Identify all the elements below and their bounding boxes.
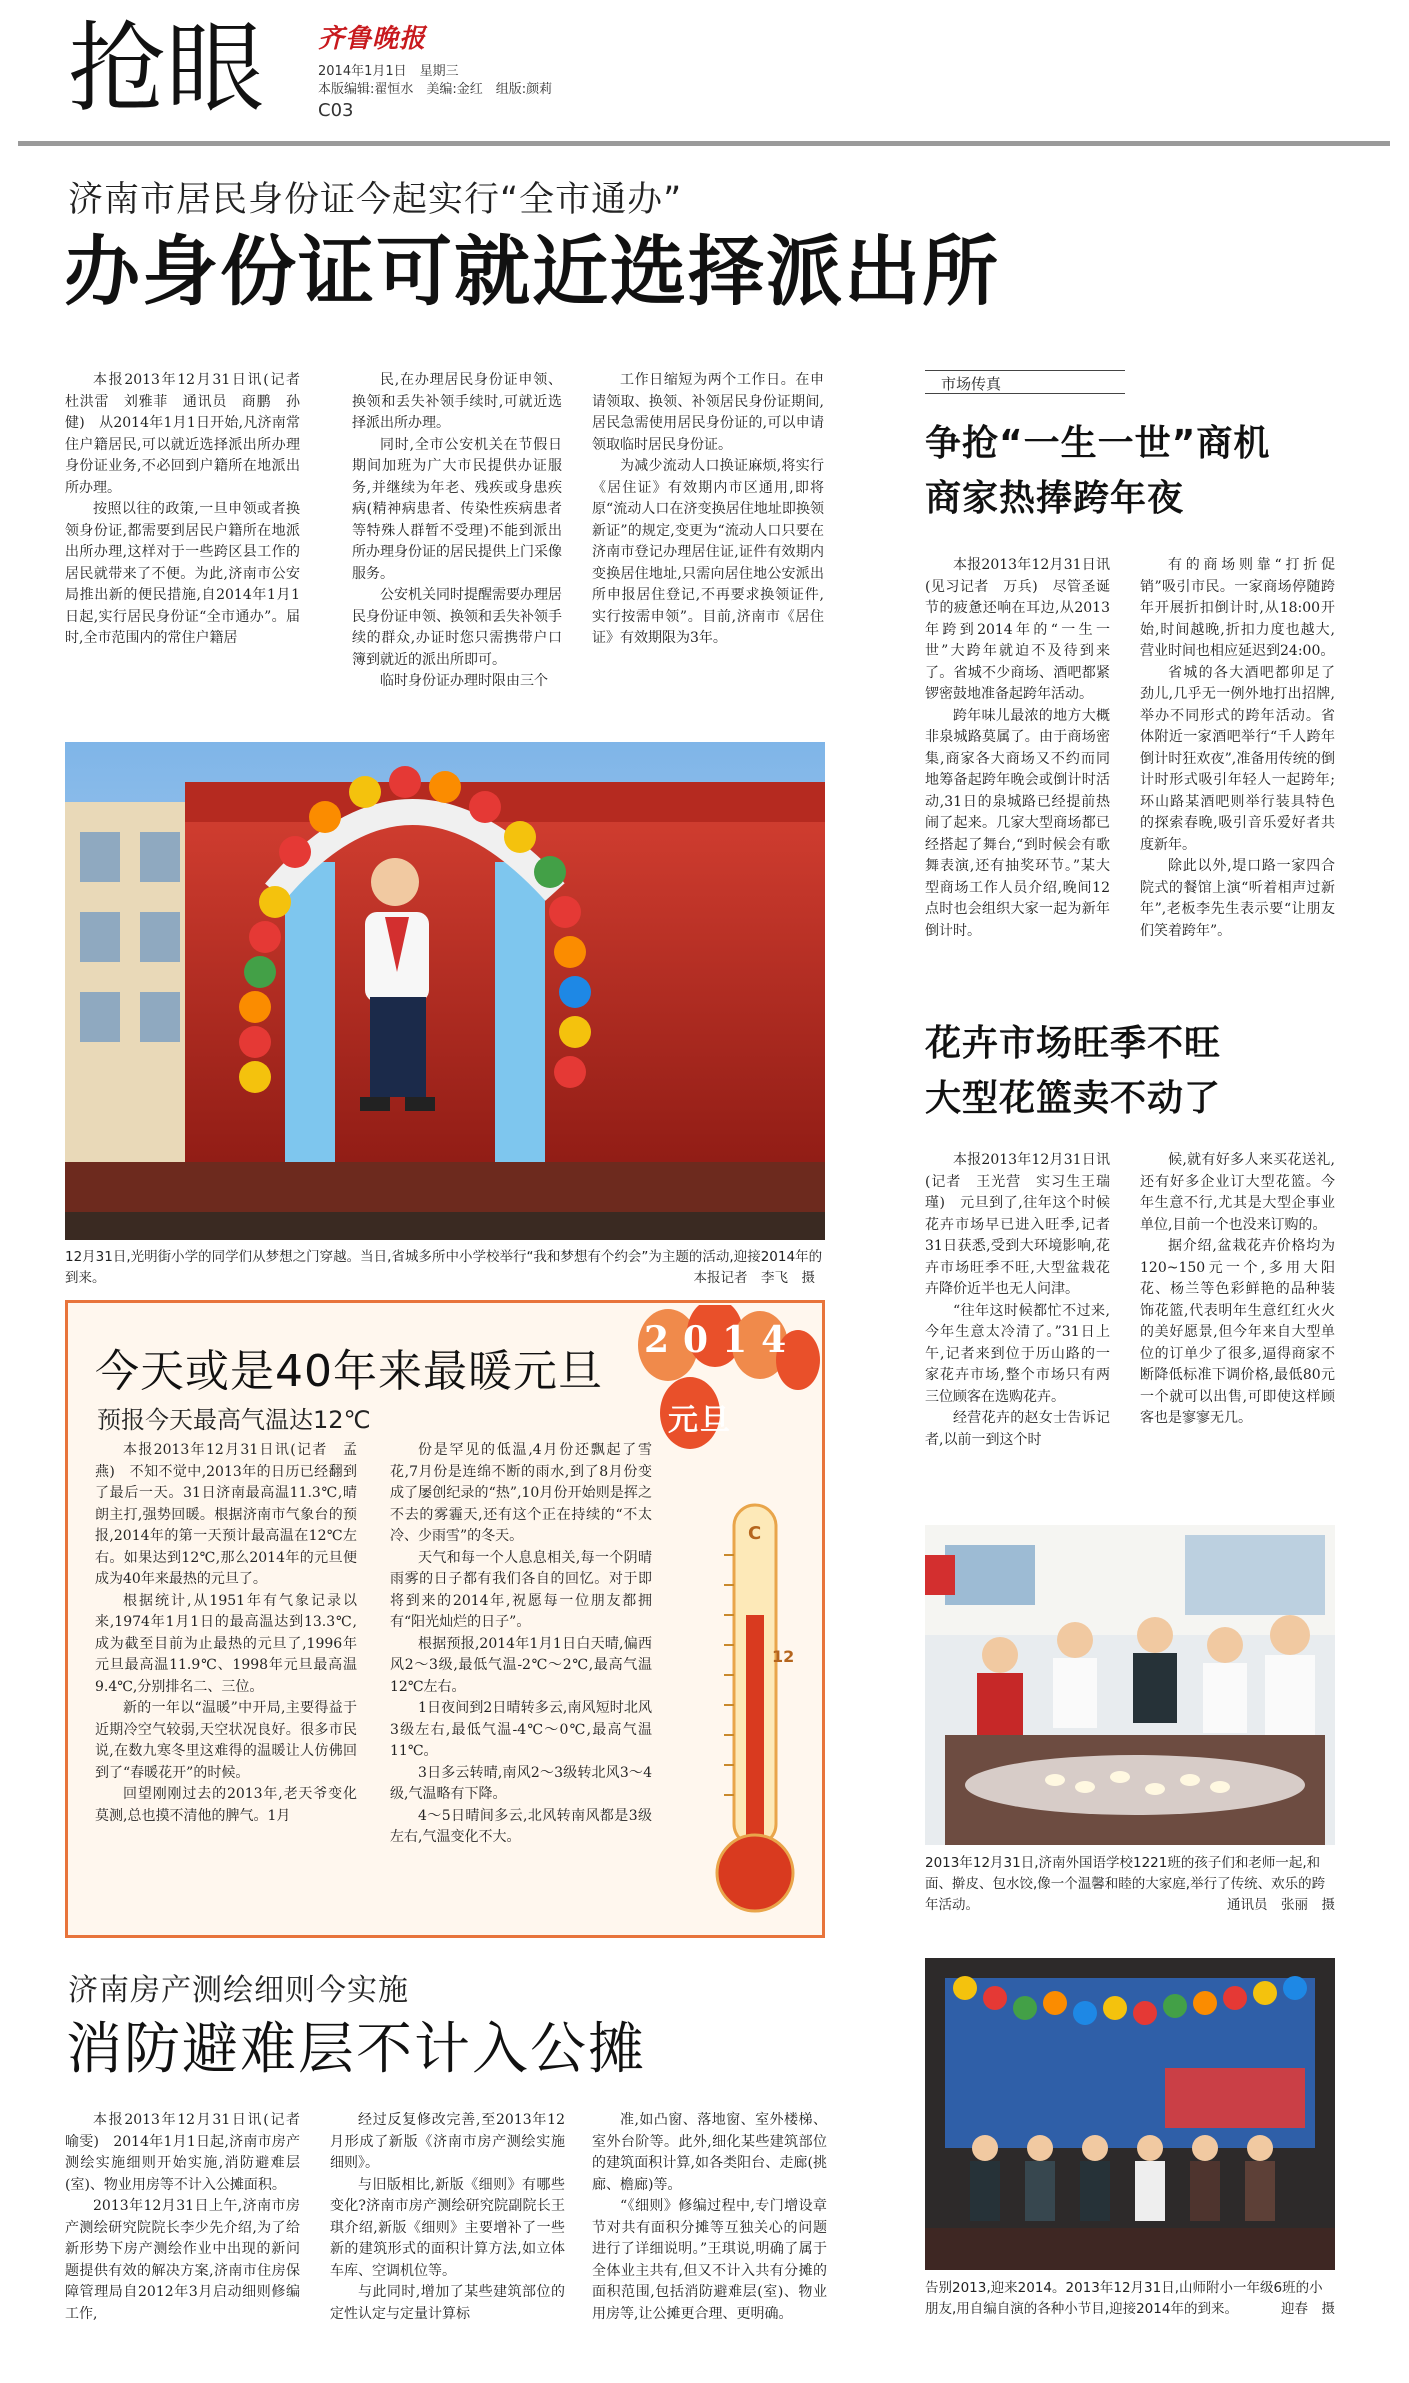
thermometer bbox=[700, 1495, 810, 1925]
paragraph: 根据预报,2014年1月1日白天晴,偏西风2～3级,最低气温-2℃～2℃,最高气温12℃左右。 bbox=[390, 1635, 652, 1695]
paragraph: 新的一年以“温暖”中开局,主要得益于近期冷空气较弱,天空状况良好。很多市民说,在数九寒冬里这难得的温暖让人仿佛回到了“春暖花开”的时候。 bbox=[95, 1700, 357, 1781]
paragraph: 本报2013年12月31日讯(记者 喻雯) 2014年1月1日起,济南市房产测绘实施细则开始实施,消防避难层(室)、物业用房等不计入公摊面积。 bbox=[65, 2112, 314, 2193]
flower-col1 bbox=[925, 1150, 1110, 1451]
paragraph: 与旧版相比,新版《细则》有哪些变化?济南市房产测绘研究院副院长王琪介绍,新版《细则》主要增补了一些新的建筑形式的面积计算方法,如立体车库、空调机位等。 bbox=[330, 2176, 565, 2279]
paragraph: 准,如凸窗、落地窗、室外楼梯、室外台阶等。此外,细化某些建筑部位的建筑面积计算,如各类阳台、走廊(挑廊、檐廊)等。 bbox=[592, 2112, 827, 2193]
market-headline-line2: 商家热捧跨年夜 bbox=[925, 478, 1185, 519]
market-column-tag bbox=[925, 370, 1125, 394]
paragraph: 本报2013年12月31日讯(记者 杜洪雷 刘雅菲 通讯员 商鹏 孙健) 从2014年1月1日开始,凡济南常住户籍居民,可以就近选择派出所办理身份证业务,不必回到户籍所在地派出所办理。 bbox=[65, 372, 314, 496]
caption-text: 12月31日,光明街小学的同学们从梦想之门穿越。当日,省城多所中小学校举行“我和梦想有个约会”为主题的活动,迎接2014年的到来。 bbox=[65, 1249, 823, 1286]
market-col2 bbox=[1140, 555, 1335, 942]
paragraph: 有的商场则靠“打折促销”吸引市民。一家商场停随跨年开展折扣倒计时,从18:00开始,时间越晚,折扣力度也越大,营业时间也相应延迟到24:00。 bbox=[1140, 557, 1335, 659]
weather-col2 bbox=[390, 1440, 652, 1849]
weather-subhead: 预报今天最高气温达12℃ bbox=[97, 1406, 371, 1434]
paragraph: 1日夜间到2日晴转多云,南风短时北风3级左右,最低气温-4℃～0℃,最高气温11℃。 bbox=[390, 1700, 652, 1759]
story1-col2 bbox=[352, 370, 562, 693]
page-number: C03 bbox=[318, 100, 354, 121]
paragraph: 4～5日晴间多云,北风转南风都是3级左右,气温变化不大。 bbox=[390, 1807, 652, 1845]
flower-col2 bbox=[1140, 1150, 1335, 1430]
photo-credit: 本报记者 李飞 摄 bbox=[693, 1270, 815, 1286]
caption-text: 2013年12月31日,济南外国语学校1221班的孩子们和老师一起,和面、擀皮、包水饺,像一个温馨和睦的大家庭,举行了传统、欢乐的跨年活动。 bbox=[925, 1855, 1326, 1913]
paragraph: 跨年味儿最浓的地方大概非泉城路莫属了。由于商场密集,商家各大商场又不约而同地筹备起跨年晚会或倒计时活动,31日的泉城路已经提前热闹了起来。几家大型商场都已经搭起了舞台,“到时候会有歌舞表演,还有抽奖环节。”某大型商场工作人员介绍,晚间12点时也会组织大家一起为新年倒计时。 bbox=[925, 707, 1110, 939]
paragraph: 为减少流动人口换证麻烦,将实行《居住证》有效期内市区通用,即将原“流动人口在济变换居住地址即换领新证”的规定,变更为“流动人口只要在济南市登记办理居住证,证件有效期内变换居住地址,只需向居住地公安派出所申报居住登记,不再要求换领证件,实行按需申领”。目前,济南市《居住证》有效期限为3年。 bbox=[592, 458, 824, 646]
flower-headline-line2: 大型花篮卖不动了 bbox=[925, 1078, 1222, 1119]
photo-credit: 迎春 摄 bbox=[1281, 2301, 1335, 2317]
masthead-rule bbox=[18, 141, 1390, 146]
flower-headline-line1: 花卉市场旺季不旺 bbox=[925, 1023, 1222, 1064]
paragraph: 回望刚刚过去的2013年,老天爷变化莫测,总也摸不清他的脾气。1月 bbox=[95, 1786, 357, 1824]
masthead bbox=[0, 0, 1409, 150]
paragraph: 省城的各大酒吧都卯足了劲儿,几乎无一例外地打出招牌,举办不同形式的跨年活动。省体附近一家酒吧举行“千人跨年倒计时狂欢夜”,准备用传统的倒计时形式吸引年轻人一起跨年;环山路某酒吧则举行装具特色的探索春晚,吸引音乐爱好者共度新年。 bbox=[1140, 664, 1335, 853]
badge-year: 2014 bbox=[644, 1319, 801, 1361]
column-tag-label: 市场传真 bbox=[941, 375, 1002, 393]
thermo-unit: C bbox=[748, 1523, 762, 1544]
year-2014-badge bbox=[630, 1305, 820, 1455]
paragraph: 按照以往的政策,一旦申领或者换领身份证,都需要到居民户籍所在地派出所办理,这样对于一些跨区县工作的居民就带来了不便。为此,济南市公安局推出新的便民措施,自2014年1月1日起,实行居民身份证“全市通办”。届时,全市范围内的常住户籍居 bbox=[65, 501, 300, 646]
paragraph: 临时身份证办理时限由三个 bbox=[380, 673, 548, 689]
photo2-caption bbox=[925, 1853, 1335, 1916]
paragraph: 本报2013年12月31日讯(记者 王光营 实习生王瑞瑾) 元旦到了,往年这个时候花卉市场早已进入旺季,记者31日获悉,受到大环境影响,花卉市场旺季不旺,大型盆栽花卉降价近半也无人问津。 bbox=[925, 1152, 1110, 1297]
photo-credit: 通讯员 张丽 摄 bbox=[1227, 1897, 1335, 1913]
paragraph: 公安机关同时提醒需要办理居民身份证申领、换领和丢失补领手续的群众,办证时您只需携带户口簿到就近的派出所即可。 bbox=[352, 587, 562, 668]
story3-kicker: 济南房产测绘细则今实施 bbox=[68, 1973, 409, 2008]
story1-col1 bbox=[65, 370, 314, 650]
paragraph: “往年这时候都忙不过来,今年生意太冷清了。”31日上午,记者来到位于历山路的一家花卉市场,整个市场只有两三位顾客在选购花卉。 bbox=[925, 1302, 1110, 1405]
thermo-value: 12 bbox=[772, 1647, 795, 1666]
caption-text: 告别2013,迎来2014。2013年12月31日,山师附小一年级6班的小朋友,用自编自演的各种小节目,迎接2014年的到来。 bbox=[925, 2280, 1323, 2317]
story1-kicker: 济南市居民身份证今起实行“全市通办” bbox=[68, 180, 683, 220]
paragraph: “《细则》修编过程中,专门增设章节对共有面积分摊等互独关心的问题进行了详细说明。”王琪说,明确了属于全体业主共有,但又不计入共有分摊的面积范围,包括消防避难层(室)、物业用房等,让公摊更合理、更明确。 bbox=[592, 2198, 827, 2322]
story3-col2 bbox=[330, 2110, 565, 2325]
paragraph: 根据统计,从1951年有气象记录以来,1974年1月1日的最高温达到13.3℃,成为截至目前为止最热的元旦了,1996年元旦最高温11.9℃、1998年元旦最高温9.4℃,分别排名二、三位。 bbox=[95, 1592, 357, 1695]
weather-col1 bbox=[95, 1440, 357, 1827]
paragraph: 据介绍,盆栽花卉价格均为120~150元一个,多用大阳花、杨兰等色彩鲜艳的品种装饰花篮,代表明年生意红红火火的美好愿景,但今年来自大型单位的订单少了很多,逼得商家不断降低标准下调价格,最低80元一个就可以出售,可即使这样顾客也是寥寥无几。 bbox=[1140, 1238, 1335, 1426]
story3-col3 bbox=[592, 2110, 827, 2325]
paragraph: 候,就有好多人来买花送礼,还有好多企业订大型花篮。今年生意不行,尤其是大型企事业单位,目前一个也没来订购的。 bbox=[1140, 1152, 1335, 1233]
editor-credits: 本版编辑:翟恒水 美编:金红 组版:颜莉 bbox=[318, 82, 553, 97]
dumpling-illustration bbox=[925, 1525, 1335, 1845]
paragraph: 经过反复修改完善,至2013年12月形成了新版《济南市房产测绘实施细则》。 bbox=[330, 2112, 565, 2171]
class-performance-photo bbox=[925, 1958, 1335, 2270]
market-col1 bbox=[925, 555, 1110, 942]
paragraph: 与此同时,增加了某些建筑部位的定性认定与定量计算标 bbox=[330, 2284, 565, 2322]
performance-illustration bbox=[925, 1958, 1335, 2270]
paragraph: 3日多云转晴,南风2～3级转北风3～4级,气温略有下降。 bbox=[390, 1764, 652, 1802]
issue-date: 2014年1月1日 星期三 bbox=[318, 64, 459, 79]
paragraph: 同时,全市公安机关在节假日期间加班为广大市民提供办证服务,并继续为年老、残疾或身患疾病(精神病患者、传染性疾病患者等特殊人群暂不受理)不能到派出所办理身份证的居民提供上门采像服务。 bbox=[352, 436, 562, 582]
paragraph: 份是罕见的低温,4月份还飘起了雪花,7月份是连绵不断的雨水,到了8月份变成了屡创纪录的“热”,10月份开始则是挥之不去的雾霾天,还有这个正在持续的“不太冷、少雨雪”的冬天。 bbox=[390, 1442, 652, 1544]
market-headline-line1: 争抢“一生一世”商机 bbox=[925, 423, 1271, 464]
paragraph: 经营花卉的赵女士告诉记者,以前一到这个时 bbox=[925, 1410, 1110, 1448]
paragraph: 天气和每一个人息息相关,每一个阴晴雨雾的日子都有我们各自的回忆。对于即将到来的2014年,祝愿每一位朋友都拥有“阳光灿烂的日子”。 bbox=[390, 1549, 652, 1630]
paragraph: 工作日缩短为两个工作日。在申请领取、换领、补领居民身份证期间,居民急需使用居民身份证的,可以申请领取临时居民身份证。 bbox=[592, 372, 824, 453]
section-title: 抢眼 bbox=[68, 12, 265, 126]
photo1-caption bbox=[65, 1247, 825, 1289]
paragraph: 2013年12月31日上午,济南市房产测绘研究院院长李少先介绍,为了给新形势下房产测绘作业中出现的新问题提供有效的解决方案,济南市住房保障管理局自2012年3月启动细则修编工作, bbox=[65, 2198, 300, 2322]
story1-col3 bbox=[592, 370, 824, 650]
paper-name-logo: 齐鲁晚报 bbox=[318, 24, 427, 54]
story3-col1 bbox=[65, 2110, 314, 2325]
paragraph: 民,在办理居民身份证申领、换领和丢失补领手续时,可就近选择派出所办理。 bbox=[352, 372, 562, 431]
photo3-caption bbox=[925, 2278, 1335, 2320]
dream-gate-photo bbox=[65, 742, 825, 1240]
paragraph: 除此以外,堤口路一家四合院式的餐馆上演“听着相声过新年”,老板李先生表示要“让朋友们笑着跨年”。 bbox=[1140, 858, 1335, 939]
paragraph: 本报2013年12月31日讯(记者 孟燕) 不知不觉中,2013年的日历已经翻到了最后一天。31日济南最高温11.3℃,晴朗主打,强势回暖。根据济南市气象台的预报,2014年的第一天预计最高温在12℃左右。如果达到12℃,那么2014年的元旦便成为40年来最热的元旦了。 bbox=[95, 1442, 357, 1587]
weather-headline: 今天或是40年来最暖元旦 bbox=[95, 1346, 603, 1397]
dream-gate-illustration bbox=[65, 742, 825, 1240]
paragraph: 本报2013年12月31日讯(见习记者 万兵) 尽管圣诞节的疲惫还响在耳边,从2013年跨到2014年的“一生一世”大跨年就迫不及待到来了。省城不少商场、酒吧都紧锣密鼓地准备起跨年活动。 bbox=[925, 557, 1110, 702]
story1-headline: 办身份证可就近选择派出所 bbox=[64, 227, 1000, 316]
thermometer-icon bbox=[700, 1495, 810, 1925]
dumpling-photo bbox=[925, 1525, 1335, 1845]
badge-label: 元旦 bbox=[668, 1403, 732, 1438]
story3-headline: 消防避难层不计入公摊 bbox=[66, 2017, 646, 2082]
